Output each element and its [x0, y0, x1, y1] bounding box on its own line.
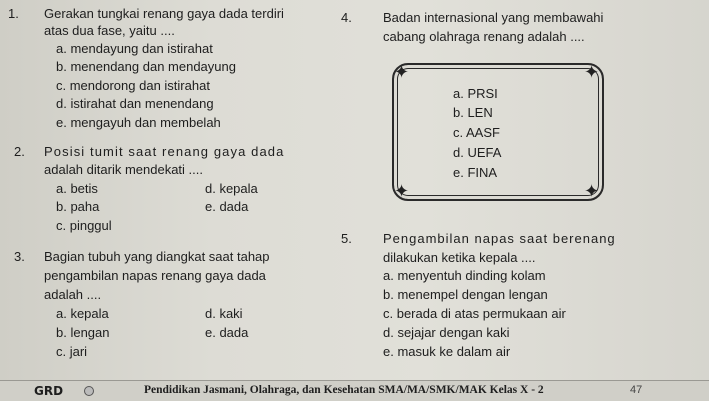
q4-option-d: d. UEFA [453, 145, 502, 160]
q2-option-a: a. betis [56, 181, 98, 196]
q3-option-c: c. jari [56, 344, 88, 359]
q1-option-b: b. menendang dan mendayung [56, 59, 236, 74]
q3-text-line3: adalah .... [44, 287, 102, 302]
q3-number: 3. [14, 249, 25, 264]
q3-option-b: b. lengan [56, 325, 110, 340]
corner-ornament-top-right-icon: ✦ [584, 62, 600, 82]
footer-title: Pendidikan Jasmani, Olahraga, dan Kesehatan SMA/MA/SMK/MAK Kelas X - 2 [144, 384, 544, 396]
q2-option-e: e. dada [205, 199, 249, 214]
q5-text-line1: Pengambilan napas saat berenang [383, 231, 616, 246]
q1-text-line1: Gerakan tungkai renang gaya dada terdiri [44, 6, 284, 21]
footer-dot-icon [84, 386, 94, 396]
q5-text-line2: dilakukan ketika kepala .... [383, 250, 536, 265]
q4-number: 4. [341, 10, 352, 25]
q2-number: 2. [14, 144, 25, 159]
q3-option-a: a. kepala [56, 306, 109, 321]
q5-option-d: d. sejajar dengan kaki [383, 325, 510, 340]
q3-text-line2: pengambilan napas renang gaya dada [44, 268, 266, 283]
q1-option-a: a. mendayung dan istirahat [56, 41, 213, 56]
footer-badge: GRD [34, 384, 64, 398]
q1-text-line2: atas dua fase, yaitu .... [44, 23, 175, 38]
q4-text-line1: Badan internasional yang membawahi [383, 10, 604, 25]
q3-option-e: e. dada [205, 325, 249, 340]
q2-option-b: b. paha [56, 199, 100, 214]
q4-text-line2: cabang olahraga renang adalah .... [383, 29, 585, 44]
q5-number: 5. [341, 231, 352, 246]
q4-option-c: c. AASF [453, 125, 500, 140]
q5-option-e: e. masuk ke dalam air [383, 344, 511, 359]
q1-option-d: d. istirahat dan menendang [56, 96, 214, 111]
q5-option-a: a. menyentuh dinding kolam [383, 268, 546, 283]
q1-number: 1. [8, 6, 19, 21]
page-number: 47 [630, 384, 643, 396]
q4-option-a: a. PRSI [453, 86, 498, 101]
q1-option-e: e. mengayuh dan membelah [56, 115, 221, 130]
corner-ornament-top-left-icon: ✦ [394, 62, 410, 82]
corner-ornament-bottom-right-icon: ✦ [584, 181, 600, 201]
q4-option-b: b. LEN [453, 105, 493, 120]
q1-option-c: c. mendorong dan istirahat [56, 78, 210, 93]
q2-option-d: d. kepala [205, 181, 258, 196]
q3-text-line1: Bagian tubuh yang diangkat saat tahap [44, 249, 270, 264]
q2-text-line1: Posisi tumit saat renang gaya dada [44, 144, 285, 159]
corner-ornament-bottom-left-icon: ✦ [394, 181, 410, 201]
q5-option-b: b. menempel dengan lengan [383, 287, 548, 302]
q3-option-d: d. kaki [205, 306, 243, 321]
q2-option-c: c. pinggul [56, 218, 112, 233]
q2-text-line2: adalah ditarik mendekati .... [44, 162, 203, 177]
q4-option-e: e. FINA [453, 165, 498, 180]
q5-option-c: c. berada di atas permukaan air [383, 306, 566, 321]
